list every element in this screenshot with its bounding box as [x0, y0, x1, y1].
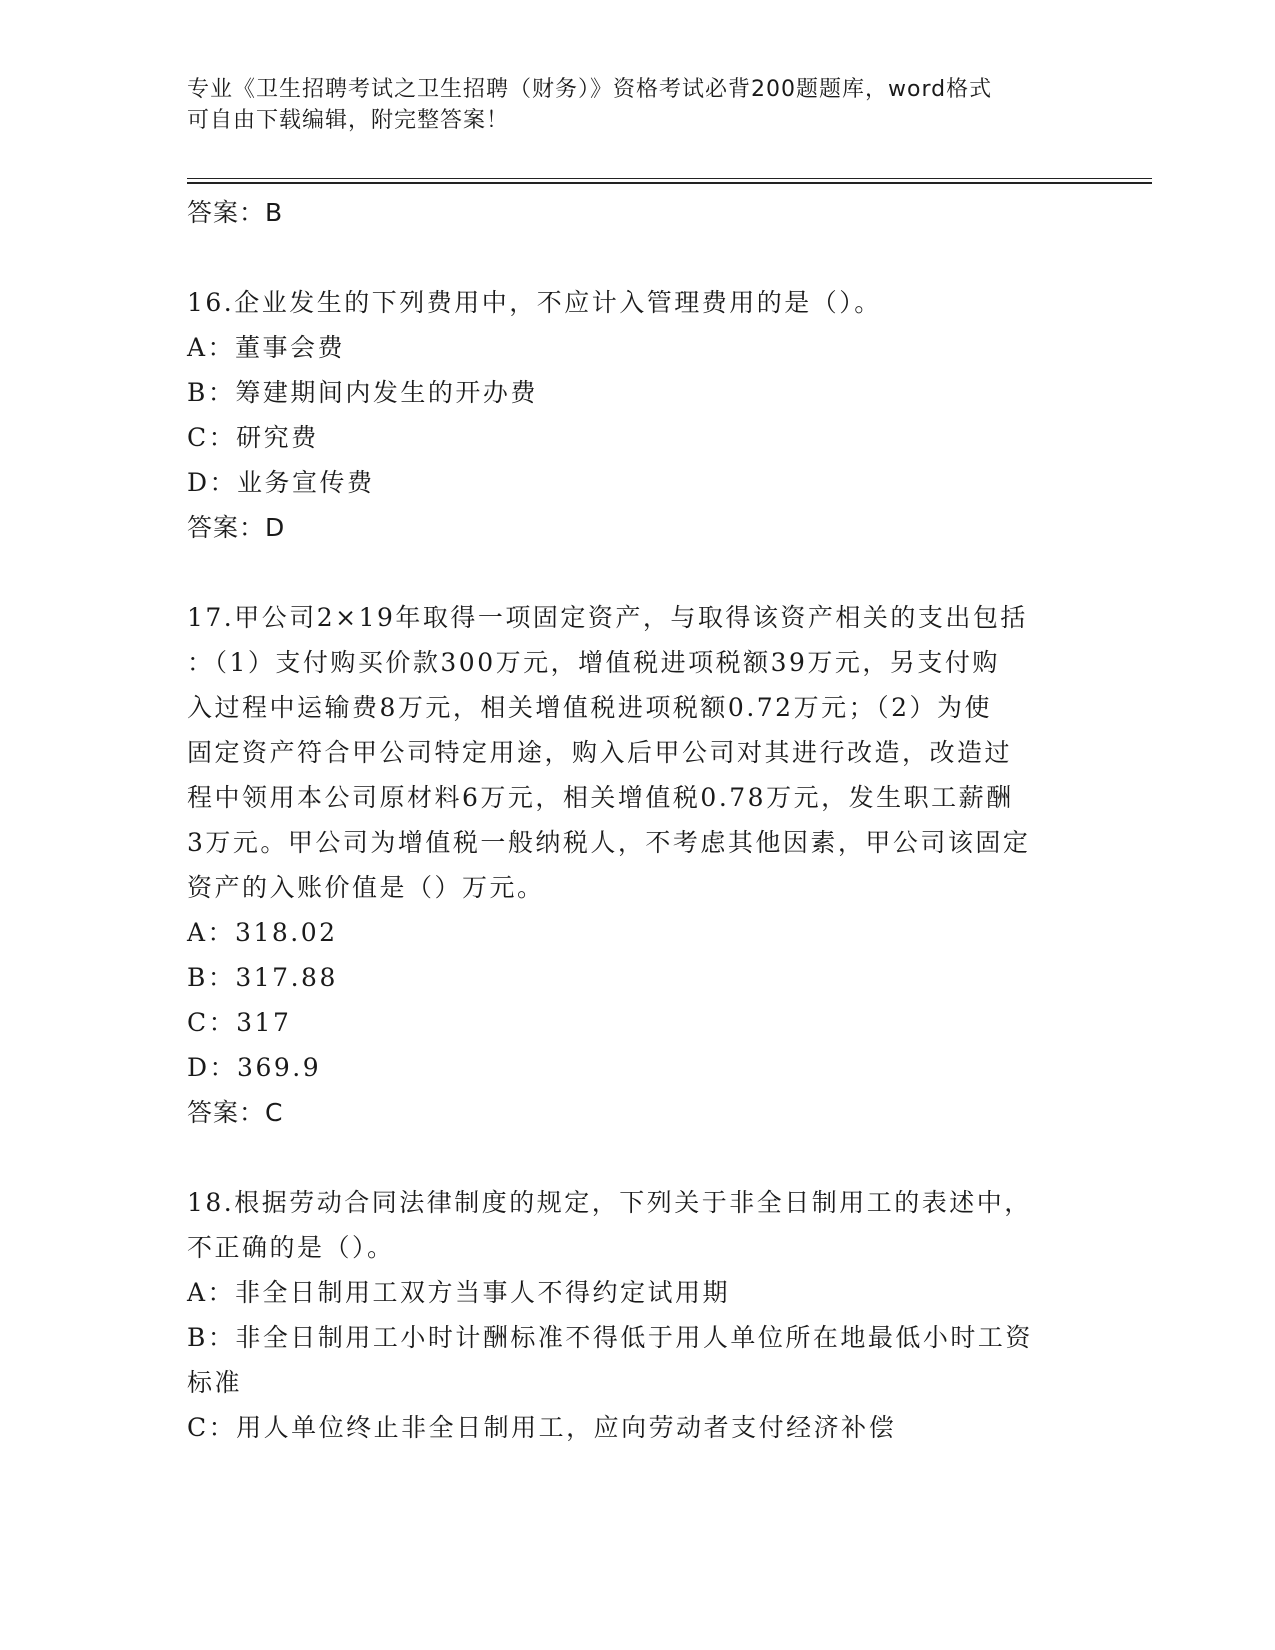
- question-17: [187, 595, 1087, 1135]
- question-text: 程中领用本公司原材料6万元，相关增值税0.78万元，发生职工薪酬: [187, 783, 1014, 812]
- option-b: B：筹建期间内发生的开办费: [187, 378, 538, 407]
- question-text: 固定资产符合甲公司特定用途，购入后甲公司对其进行改造，改造过: [187, 738, 1013, 767]
- question-18: [187, 1180, 1087, 1450]
- question-text: 16.企业发生的下列费用中，不应计入管理费用的是（）。: [187, 288, 882, 317]
- question-16: [187, 280, 1087, 550]
- question-text: ：（1）支付购买价款300万元，增值税进项税额39万元，另支付购: [187, 648, 1000, 677]
- spacer: [187, 235, 1087, 280]
- option-b: B：317.88: [187, 963, 338, 992]
- option-b: B：非全日制用工小时计酬标准不得低于用人单位所在地最低小时工资: [187, 1323, 1033, 1352]
- header-line-2: 可自由下载编辑，附完整答案！: [187, 108, 510, 133]
- spacer: [187, 550, 1087, 595]
- question-text: 不正确的是（）。: [187, 1233, 395, 1262]
- question-text: 17.甲公司2×19年取得一项固定资产，与取得该资产相关的支出包括: [187, 603, 1028, 632]
- option-d: D：业务宣传费: [187, 468, 375, 497]
- question-text: 入过程中运输费8万元，相关增值税进项税额0.72万元；（2）为使: [187, 693, 992, 722]
- question-text: 18.根据劳动合同法律制度的规定，下列关于非全日制用工的表述中，: [187, 1188, 1032, 1217]
- option-c: C：用人单位终止非全日制用工，应向劳动者支付经济补偿: [187, 1413, 897, 1442]
- question-text: 资产的入账价值是（）万元。: [187, 873, 545, 902]
- answer: 答案：D: [187, 513, 286, 542]
- option-d: D：369.9: [187, 1053, 322, 1082]
- header-line-1: 专业《卫生招聘考试之卫生招聘（财务）》资格考试必背200题题库，word格式: [187, 77, 993, 102]
- option-a: A：318.02: [187, 918, 338, 947]
- option-c: C：研究费: [187, 423, 319, 452]
- question-text: 3万元。甲公司为增值税一般纳税人，不考虑其他因素，甲公司该固定: [187, 828, 1031, 857]
- document-header: [187, 74, 1067, 136]
- header-divider-thin: [187, 178, 1152, 179]
- spacer: [187, 1135, 1087, 1180]
- option-a: A：非全日制用工双方当事人不得约定试用期: [187, 1278, 731, 1307]
- option-c: C：317: [187, 1008, 292, 1037]
- header-divider-thick: [187, 182, 1152, 184]
- question-list: [187, 190, 1087, 1450]
- previous-answer: 答案：B: [187, 198, 284, 227]
- answer: 答案：C: [187, 1098, 284, 1127]
- option-a: A：董事会费: [187, 333, 346, 362]
- option-b-continuation: 标准: [187, 1368, 243, 1397]
